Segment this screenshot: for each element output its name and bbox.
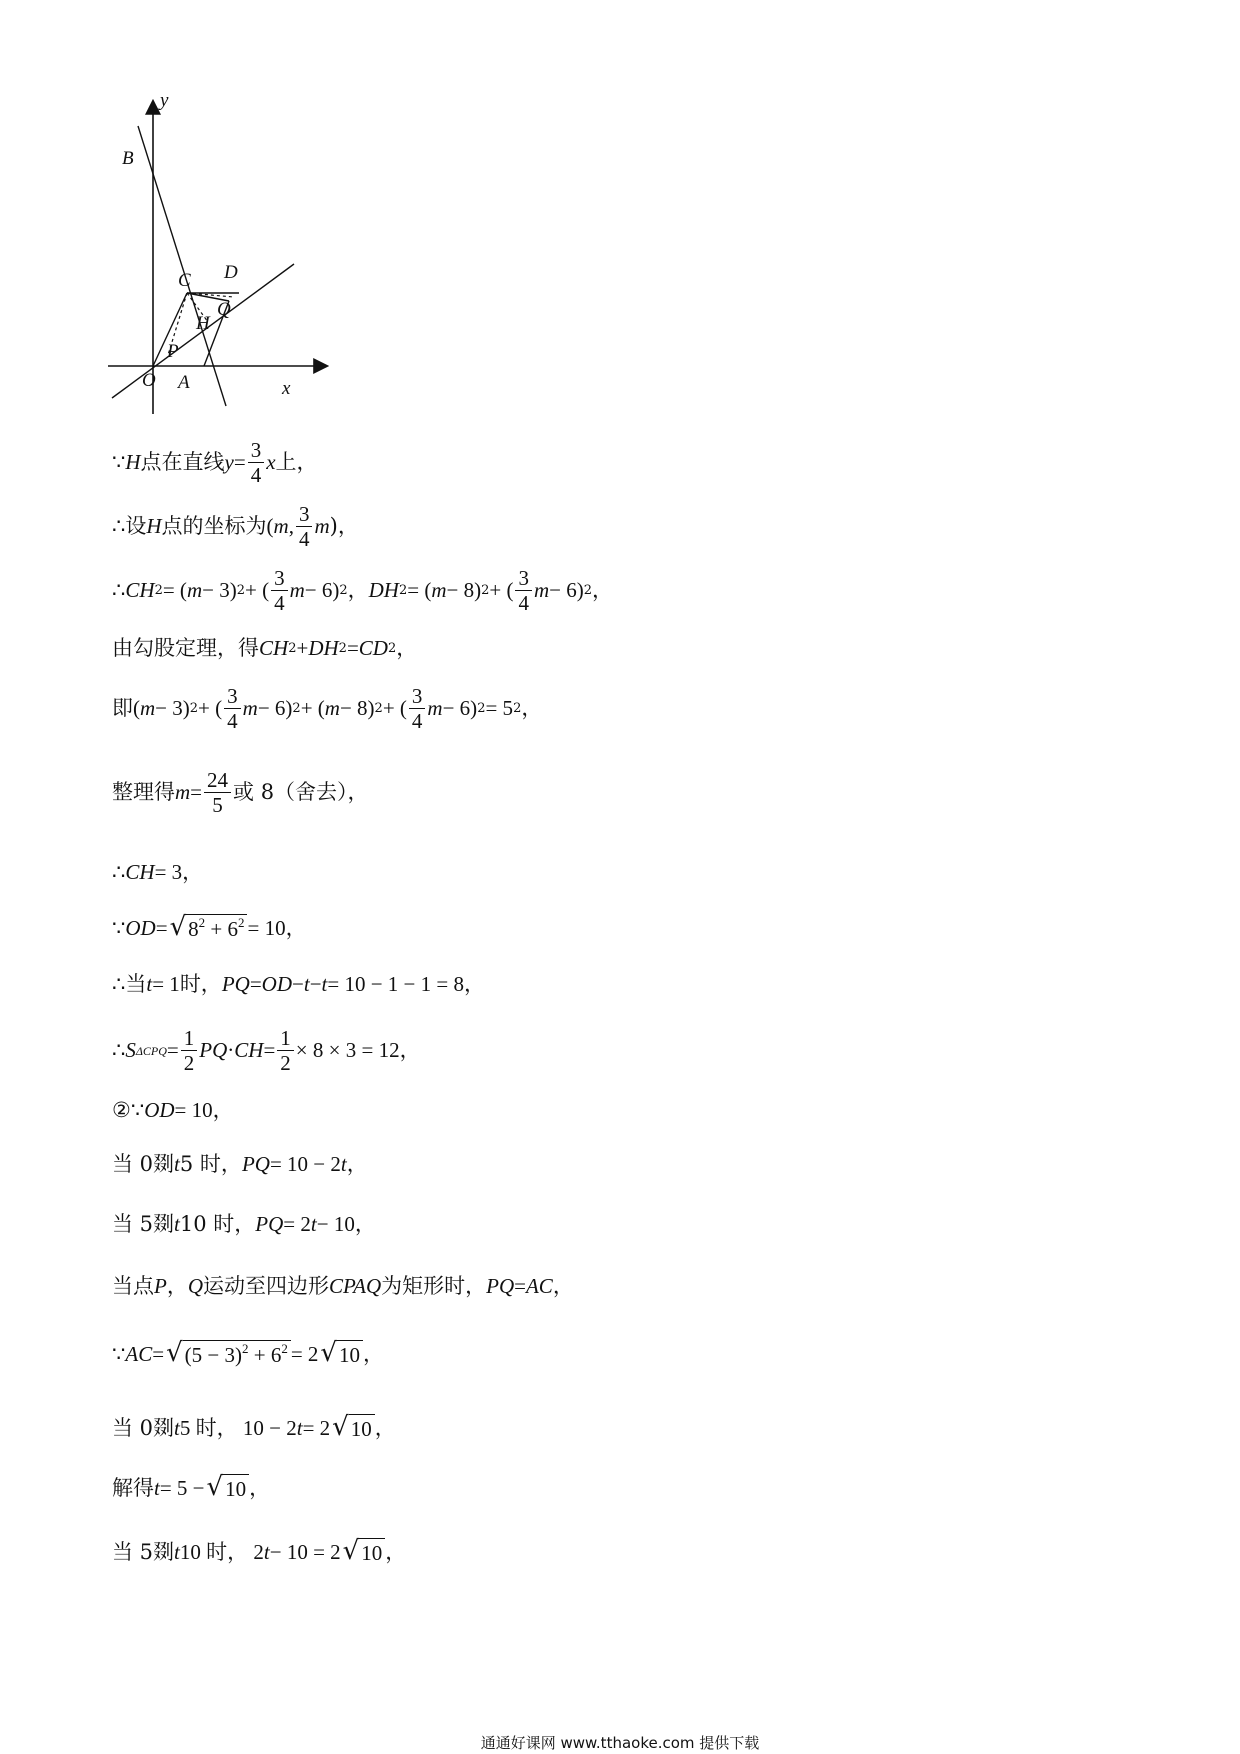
point-label-d: D <box>224 262 238 283</box>
expr: = 2 <box>283 1212 311 1236</box>
text: 设 <box>125 514 147 539</box>
var-pq: PQ <box>486 1274 515 1298</box>
solution-line-15 <box>112 1340 384 1368</box>
solution-line-8 <box>112 914 307 942</box>
expr: × 8 × 3 = 12， <box>295 1038 421 1063</box>
op: + <box>296 636 309 660</box>
page-footer: 通通好课网 www.tthaoke.com 提供下载 <box>480 1734 760 1752</box>
op: = <box>190 780 203 805</box>
text: 当 5剟 <box>112 1539 175 1564</box>
var-cd: CD <box>358 636 388 660</box>
exponent: 2 <box>198 915 206 930</box>
text: 点的坐标为 <box>161 514 267 539</box>
point-label-c: C <box>178 270 191 291</box>
axis-label-y: y <box>160 96 169 111</box>
solution-line-1 <box>112 438 318 487</box>
var-t: t <box>174 1212 180 1236</box>
circled-number: ② <box>112 1098 131 1122</box>
radical-sign: √ <box>166 1338 183 1368</box>
var-m: m <box>186 578 203 603</box>
solution-line-4: 由勾股定理，得 CH 2 + DH 2 = CD 2 ， <box>112 636 418 660</box>
var-od: OD <box>261 972 292 996</box>
text: 当 0剟 <box>112 1415 175 1440</box>
solution-line-13 <box>112 1212 376 1237</box>
numerator: 3 <box>296 502 313 527</box>
solution-line-2 <box>112 502 359 551</box>
solution-line-17 <box>112 1474 270 1502</box>
var-m: m <box>314 514 330 539</box>
op: = <box>263 1038 276 1063</box>
expr: = 10， <box>247 915 307 940</box>
expr: 5 时， 10 − 2 <box>179 1415 297 1440</box>
term: + 6 <box>205 917 238 941</box>
var-t: t <box>303 972 310 996</box>
radical-sign: √ <box>206 1472 224 1502</box>
point-label-h: H <box>196 313 210 334</box>
text: 解得 <box>112 1475 154 1500</box>
paren: ( <box>266 514 274 539</box>
var-m: m <box>175 780 191 805</box>
text: 时， <box>179 972 222 996</box>
square-root <box>343 1538 386 1566</box>
exponent: 2 <box>281 1341 288 1356</box>
solution-line-10: ∴ S ΔCPQ = $\frac{1}{2}$ PQ · CH = $\frac{1}{2}$ × 8 × 3 = 12， <box>112 1026 421 1076</box>
punct: ， <box>592 578 614 603</box>
var-h: H <box>125 450 141 475</box>
punct: ， <box>249 1475 271 1500</box>
var-q: Q <box>187 1274 203 1298</box>
var-dh: DH <box>308 636 339 660</box>
denominator: 5 <box>212 793 223 818</box>
point-label-a: A <box>178 372 190 393</box>
expr: + ( <box>300 696 325 721</box>
var-pq: PQ <box>221 972 250 996</box>
radicand <box>183 1340 291 1368</box>
op: = <box>233 450 246 475</box>
fraction <box>224 684 241 733</box>
var-m: m <box>431 578 447 603</box>
expr: = 5 <box>485 696 514 721</box>
expr: − 6) <box>442 696 478 721</box>
radical-sign: √ <box>320 1338 337 1368</box>
denominator: 4 <box>298 527 310 552</box>
radical-sign: √ <box>332 1412 349 1442</box>
solution-line-3: ∴ CH 2 = ( m − 3) 2 + ( $\frac{3}{4}$ m − 6) 2 ， DH 2 = ( m − 8) 2 + ( $\frac{3}{4}$ m − 6) 2 ， <box>112 566 614 616</box>
var-s: S <box>125 1038 136 1063</box>
coordinate-figure <box>108 96 340 418</box>
text: 点在直线 <box>140 450 225 475</box>
var-t: t <box>174 1415 180 1440</box>
expr: = ( <box>162 578 187 603</box>
text: 由勾股定理，得 <box>112 636 259 660</box>
op: = <box>514 1274 526 1298</box>
because-symbol: ∵ <box>112 450 126 475</box>
term: + 6 <box>248 1343 282 1367</box>
expr: = ( <box>407 578 432 603</box>
numerator: 1 <box>277 1026 294 1051</box>
text: 运动至四边形 <box>203 1274 329 1298</box>
expr: = 2 <box>302 1415 331 1440</box>
text: 即 <box>112 696 133 721</box>
expr: − 6) <box>549 578 584 603</box>
numerator: 3 <box>515 566 532 591</box>
var-t: t <box>296 1415 303 1440</box>
text: 或 8（舍去）， <box>233 780 369 805</box>
point-label-o: O <box>142 370 156 391</box>
line-ab <box>138 126 226 406</box>
radicand: 10 <box>359 1538 385 1566</box>
point-label-b: B <box>122 148 134 169</box>
fraction <box>277 1026 294 1075</box>
punct: ， <box>552 1274 574 1298</box>
radicand: 10 <box>223 1474 249 1502</box>
therefore-symbol: ∴ <box>112 1038 126 1063</box>
text: 当点 <box>112 1274 154 1298</box>
op: = <box>152 1341 165 1366</box>
punct: ， <box>385 1539 407 1564</box>
solution-line-18 <box>112 1538 406 1566</box>
var-m: m <box>289 578 305 603</box>
therefore-symbol: ∴ <box>112 514 126 539</box>
text: 为矩形时， <box>381 1274 487 1298</box>
op: − <box>309 972 322 996</box>
expr: = 2 <box>290 1341 319 1366</box>
text: 当 <box>125 972 147 996</box>
var-dh: DH <box>368 578 399 603</box>
exponent: 2 <box>237 915 245 930</box>
denominator: 2 <box>280 1051 291 1076</box>
op: = <box>346 636 359 660</box>
fraction <box>409 684 426 733</box>
var-t: t <box>310 1212 317 1236</box>
expr: − 3) <box>155 696 190 721</box>
square-root <box>320 1340 363 1368</box>
therefore-symbol: ∴ <box>112 578 126 603</box>
op: · <box>227 1038 235 1063</box>
exponent: 2 <box>241 1341 249 1356</box>
solution-line-6 <box>112 768 369 817</box>
expr: − 8) <box>446 578 482 603</box>
expr: + ( <box>198 696 223 721</box>
var-t: t <box>174 1152 180 1176</box>
expr: + ( <box>244 578 270 603</box>
expr: = 10 − 1 − 1 = 8， <box>327 972 485 996</box>
therefore-symbol: ∴ <box>112 860 126 884</box>
var-m: m <box>140 696 156 721</box>
axis-label-x: x <box>282 378 291 399</box>
var-pq: PQ <box>241 1152 270 1176</box>
expr: ( <box>133 696 140 721</box>
therefore-symbol: ∴ <box>112 972 126 996</box>
expr: − 3) <box>202 578 237 603</box>
radicand <box>186 914 247 942</box>
var-t: t <box>174 1539 180 1564</box>
numerator: 3 <box>224 684 241 709</box>
denominator: 4 <box>518 591 529 616</box>
radical-sign: √ <box>342 1536 360 1566</box>
fraction <box>271 566 288 615</box>
expr: + ( <box>382 696 407 721</box>
expr: − 8) <box>339 696 375 721</box>
fraction <box>248 438 265 487</box>
var-pq: PQ <box>255 1212 284 1236</box>
square-root <box>166 1340 291 1368</box>
expr: = 3， <box>154 860 204 884</box>
var-od: OD <box>125 915 156 940</box>
op: = <box>249 972 262 996</box>
expr: = 10 − 2 <box>269 1152 341 1176</box>
var-h: H <box>146 514 162 539</box>
var-t: t <box>321 972 328 996</box>
because-symbol: ∵ <box>112 1341 126 1366</box>
solution-line-12 <box>112 1152 368 1177</box>
numerator: 24 <box>204 768 231 793</box>
punct: ， <box>521 696 543 721</box>
numerator: 3 <box>409 684 426 709</box>
because-symbol: ∵ <box>112 915 126 940</box>
expr: + ( <box>489 578 514 603</box>
denominator: 2 <box>183 1051 195 1076</box>
separator: ， <box>347 578 369 603</box>
var-od: OD <box>144 1098 175 1122</box>
solution-line-16 <box>112 1414 396 1442</box>
expr: = 1 <box>152 972 180 996</box>
var-ch: CH <box>125 578 155 603</box>
square-root <box>207 1474 250 1502</box>
expr: = 10， <box>174 1098 234 1122</box>
expr: − 6) <box>257 696 293 721</box>
var-ac: AC <box>125 1341 153 1366</box>
fraction <box>181 1026 198 1075</box>
expr: − 10， <box>316 1212 376 1236</box>
denominator: 4 <box>274 591 285 616</box>
text: 10 时， <box>179 1212 256 1236</box>
point-label-p: P <box>167 341 179 362</box>
radical-sign: √ <box>169 912 187 942</box>
var-m: m <box>533 578 550 603</box>
point-label-q: Q <box>217 299 231 320</box>
var-ch: CH <box>259 636 289 660</box>
fraction <box>296 502 313 551</box>
var-x: x <box>266 450 276 475</box>
numerator: 3 <box>271 566 288 591</box>
var-m: m <box>273 514 289 539</box>
term: (5 − 3) <box>184 1343 242 1367</box>
fraction <box>204 768 231 817</box>
op: − <box>292 972 304 996</box>
square-root <box>332 1414 375 1442</box>
var-m: m <box>427 696 443 721</box>
solution-line-7 <box>112 860 203 885</box>
paren: )， <box>329 514 359 539</box>
expr: − 6) <box>304 578 340 603</box>
comma: , <box>288 514 294 539</box>
var-m: m <box>324 696 340 721</box>
radicand: 10 <box>337 1340 363 1368</box>
var-pq: PQ <box>199 1038 228 1063</box>
punct: ， <box>346 1152 368 1176</box>
denominator: 4 <box>250 463 262 488</box>
fraction <box>515 566 532 615</box>
numerator: 3 <box>248 438 265 463</box>
text: 上， <box>275 450 318 475</box>
text: 5 时， <box>179 1152 242 1176</box>
denominator: 4 <box>411 709 423 734</box>
solution-line-9 <box>112 972 485 997</box>
expr: 10 时， 2 <box>179 1539 264 1564</box>
radicand: 10 <box>349 1414 375 1442</box>
punct: ， <box>374 1415 396 1440</box>
op: = <box>166 1038 179 1063</box>
expr: − 10 = 2 <box>269 1539 341 1564</box>
text: 整理得 <box>112 780 175 805</box>
punct: ， <box>363 1341 384 1366</box>
var-p: P <box>154 1274 167 1298</box>
text: 当 5剟 <box>112 1212 175 1236</box>
expr: = 5 − <box>159 1475 205 1500</box>
var-ch: CH <box>234 1038 264 1063</box>
term: 8 <box>188 917 199 941</box>
var-t: t <box>146 972 153 996</box>
solution-line-5: 即 ( m − 3) 2 + ( $\frac{3}{4}$ m − 6) 2 + ( m − 8) 2 + ( $\frac{3}{4}$ m − 6) 2 = 5 2 ， <box>112 684 543 734</box>
var-t: t <box>263 1539 270 1564</box>
punct: ， <box>166 1274 188 1298</box>
var-ch: CH <box>125 860 155 884</box>
var-y: y <box>224 450 234 475</box>
solution-line-14 <box>112 1274 574 1299</box>
because-symbol: ∵ <box>130 1098 145 1122</box>
var-t: t <box>340 1152 347 1176</box>
var-ac: AC <box>525 1274 553 1298</box>
solution-line-11 <box>112 1098 234 1123</box>
numerator: 1 <box>181 1026 198 1051</box>
square-root <box>170 914 248 942</box>
var-t: t <box>154 1475 160 1500</box>
op: = <box>155 915 168 940</box>
var-cpaq: CPAQ <box>329 1274 382 1298</box>
text: 当 0剟 <box>112 1152 175 1176</box>
denominator: 4 <box>227 709 238 734</box>
punct: ， <box>396 636 418 660</box>
var-m: m <box>242 696 258 721</box>
